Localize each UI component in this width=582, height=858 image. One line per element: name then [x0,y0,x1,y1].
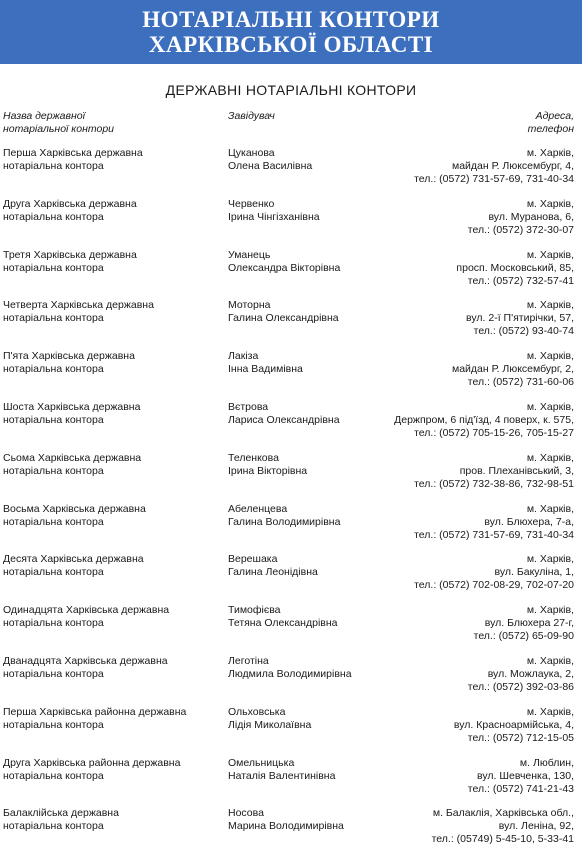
office-name-line-2: нотаріальна контора [3,413,104,426]
office-address-city: м. Харків, [526,400,574,413]
office-name [3,604,223,630]
office-entry [0,604,582,655]
office-name [3,401,223,427]
office-head-surname: Верешака [228,553,278,566]
office-phone: тел.: (0572) 741-21-43 [467,782,574,795]
office-name-line-1: Дванадцята Харківська державна [3,654,168,667]
office-name-line-2: нотаріальна контора [3,261,104,274]
office-address-street: вул. Можлаука, 2, [487,667,574,680]
office-address-city: м. Харків, [526,299,574,312]
office-address-street: майдан Р. Люксембург, 2, [451,363,574,376]
office-address-city: м. Харків, [526,502,574,515]
office-list [0,147,582,858]
office-name [3,249,223,275]
column-header-address-line-2: телефон [527,123,574,135]
office-name-line-2: нотаріальна контора [3,515,104,528]
office-name-line-2: нотаріальна контора [3,667,104,680]
office-head-given-names: Тетяна Олександрівна [228,617,338,630]
office-head-given-names: Олена Василівна [228,160,313,172]
office-name-line-2: нотаріальна контора [3,617,104,630]
section-title: ДЕРЖАВНІ НОТАРІАЛЬНІ КОНТОРИ [165,82,417,98]
office-head-given-names: Галина Володимирівна [228,515,341,528]
office-head-given-names: Олександра Вікторівна [228,261,341,274]
column-header-address [528,110,574,136]
office-address [344,655,574,694]
office-address-city: м. Харків, [526,705,574,718]
column-header-address-line-1: Адреса, [535,110,574,122]
office-entry [0,452,582,503]
office-address-city: м. Харків, [526,350,574,363]
office-address [344,350,574,389]
office-phone: тел.: (0572) 731-57-69, 731-40-34 [414,528,574,541]
office-phone: тел.: (0572) 731-57-69, 731-40-34 [414,173,574,185]
office-head-surname: Цуканова [228,147,275,159]
office-head-given-names: Ірина Вікторівна [228,464,308,477]
office-phone: тел.: (0572) 65-09-90 [473,630,574,643]
office-head-given-names: Людмила Володимирівна [228,667,352,680]
office-head-given-names: Марина Володимирівна [228,820,344,833]
office-address [344,249,574,288]
office-name-line-2: нотаріальна контора [3,210,104,223]
office-head-surname: Лакіза [228,350,259,363]
page-title-line-1: НОТАРІАЛЬНІ КОНТОРИ [142,7,440,32]
office-name-line-1: Балаклійська державна [3,807,119,820]
office-name-line-2: нотаріальна контора [3,566,104,579]
office-address-city: м. Харків, [526,654,574,667]
office-name-line-2: нотаріальна контора [3,464,104,477]
office-address-city: м. Харків, [526,197,574,210]
office-address-street: вул. Блюхера, 7-а, [484,515,574,528]
office-address-city: м. Люблин, [519,756,574,769]
office-address-city: м. Харків, [526,451,574,464]
office-address [344,503,574,542]
office-entry [0,198,582,249]
office-address-street: вул. Леніна, 92, [498,820,574,833]
office-entry [0,655,582,706]
office-address [344,147,574,186]
office-address [344,706,574,745]
office-phone: тел.: (05749) 5-45-10, 5-33-41 [431,833,574,846]
office-name [3,503,223,529]
office-name-line-1: П'ята Харківська державна [3,350,135,363]
column-header-name-line-1: Назва державної [3,110,85,122]
office-name [3,807,223,833]
office-name-line-1: Сьома Харківська державна [3,451,142,464]
office-head-given-names: Ірина Чінгізханівна [228,210,320,223]
office-head-surname: Моторна [228,299,271,312]
column-header-head-label: Завідувач [228,110,275,122]
office-name-line-1: Друга Харківська державна [3,197,137,210]
office-head-surname: Червенко [228,197,275,210]
office-address-street: Держпром, 6 під'їзд, 4 поверх, к. 575, [394,413,574,426]
office-entry [0,757,582,808]
office-entry [0,147,582,198]
office-head-given-names: Лідія Миколаївна [228,718,312,731]
office-name [3,655,223,681]
office-entry [0,706,582,757]
office-name [3,553,223,579]
office-phone: тел.: (0572) 705-15-26, 705-15-27 [414,426,574,439]
office-address-city: м. Балаклія, Харківська обл., [432,807,574,820]
office-head-surname: Вєтрова [228,400,269,413]
office-address-street: вул. Шевченка, 130, [477,769,574,782]
office-head-surname: Ольховська [228,705,286,718]
office-address-street: вул. Блюхера 27-г, [484,617,574,630]
office-address [344,299,574,338]
column-header-head [228,110,275,123]
office-name-line-2: нотаріальна контора [3,769,104,782]
office-head-surname: Носова [228,807,264,820]
office-name [3,757,223,783]
office-name-line-1: Третя Харківська державна [3,248,137,261]
office-phone: тел.: (0572) 392-03-86 [467,680,574,693]
office-name-line-2: нотаріальна контора [3,312,104,325]
office-name [3,299,223,325]
office-address-street: вул. 2-ї П'ятирічки, 57, [466,312,574,325]
office-address-city: м. Харків, [526,604,574,617]
office-address [344,452,574,491]
office-name [3,452,223,478]
office-entry [0,503,582,554]
office-address-street: вул. Красноармійська, 4, [453,718,574,731]
office-head-given-names: Наталія Валентинівна [228,769,336,782]
office-head-given-names: Інна Вадимівна [228,363,303,376]
office-address-street: вул. Бакуліна, 1, [494,566,574,579]
office-head-surname: Тимофієва [228,604,281,617]
office-name-line-2: нотаріальна контора [3,363,104,376]
office-name-line-1: Перша Харківська державна [3,147,143,159]
page-title-line-2: ХАРКІВСЬКОЇ ОБЛАСТІ [148,32,434,57]
office-address-street: пров. Плеханівський, 3, [459,464,574,477]
office-name [3,147,223,173]
office-head-surname: Уманець [228,248,271,261]
office-head-surname: Омельницька [228,756,295,769]
office-name-line-1: Перша Харківська районна державна [3,705,187,718]
office-address-city: м. Харків, [526,147,574,159]
office-address [344,604,574,643]
office-name-line-1: Друга Харківська районна державна [3,756,181,769]
office-name-line-1: Шоста Харківська державна [3,400,141,413]
office-address-street: вул. Муранова, 6, [488,210,574,223]
office-entry [0,350,582,401]
column-header-name [3,110,114,136]
office-address-city: м. Харків, [526,248,574,261]
office-phone: тел.: (0572) 372-30-07 [467,223,574,236]
office-phone: тел.: (0572) 732-57-41 [467,274,574,287]
office-name [3,706,223,732]
office-name-line-2: нотаріальна контора [3,718,104,731]
office-phone: тел.: (0572) 93-40-74 [473,325,574,338]
office-name-line-2: нотаріальна контора [3,160,104,172]
office-phone: тел.: (0572) 712-15-05 [467,731,574,744]
office-entry [0,401,582,452]
office-head-given-names: Лариса Олександрівна [228,413,340,426]
office-entry [0,807,582,858]
office-address [344,807,574,846]
office-head-surname: Леготіна [228,654,269,667]
office-entry [0,249,582,300]
office-address [344,757,574,796]
office-entry [0,553,582,604]
office-name [3,350,223,376]
office-phone: тел.: (0572) 731-60-06 [467,376,574,389]
office-phone: тел.: (0572) 732-38-86, 732-98-51 [414,477,574,490]
office-address-street: майдан Р. Люксембург, 4, [451,160,574,172]
office-name-line-1: Одинадцята Харківська державна [3,604,170,617]
office-name-line-1: Восьма Харківська державна [3,502,146,515]
office-phone: тел.: (0572) 702-08-29, 702-07-20 [414,579,574,592]
office-address-street: просп. Московський, 85, [456,261,574,274]
office-entry [0,299,582,350]
office-head-given-names: Галина Леонідівна [228,566,318,579]
office-address-city: м. Харків, [526,553,574,566]
column-header-name-line-2: нотаріальної контори [3,123,115,135]
office-name-line-2: нотаріальна контора [3,820,104,833]
header-banner [0,0,582,64]
office-head-surname: Абеленцева [228,502,288,515]
office-address [344,553,574,592]
office-address [344,401,574,440]
office-address [344,198,574,237]
office-head-surname: Теленкова [228,451,279,464]
office-name-line-1: Десята Харківська державна [3,553,144,566]
office-name [3,198,223,224]
office-head-given-names: Галина Олександрівна [228,312,339,325]
office-name-line-1: Четверта Харківська державна [3,299,154,312]
